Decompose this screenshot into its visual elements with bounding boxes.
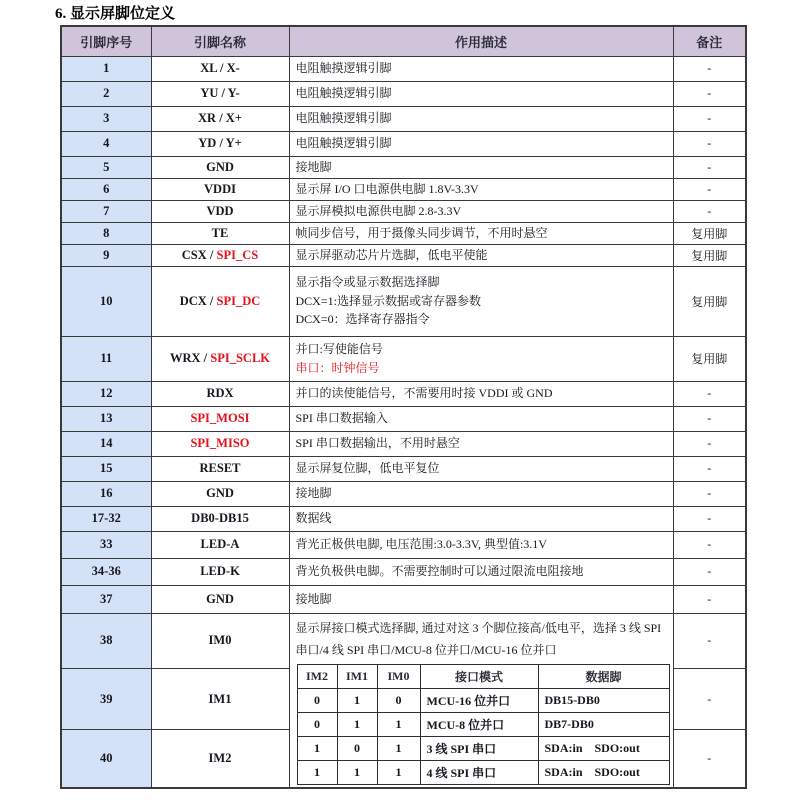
pin-number-cell: 7 — [61, 200, 151, 222]
pin-name-cell: GND — [151, 481, 289, 506]
pin-name-cell: RESET — [151, 456, 289, 481]
pin-name-black: CSX / — [181, 247, 217, 262]
pin-number-cell: 16 — [61, 481, 151, 506]
pin-name-cell: IM2 — [151, 730, 289, 788]
pin-number-cell: 38 — [61, 613, 151, 669]
table-row — [61, 381, 746, 406]
pin-number-cell: 9 — [61, 244, 151, 266]
pin-desc-cell: 显示屏模拟电源供电脚 2.8-3.3V — [289, 200, 673, 222]
pin-name-cell: SPI_MISO — [151, 431, 289, 456]
table-row — [61, 336, 746, 381]
pin-number-cell: 5 — [61, 156, 151, 178]
pin-desc-cell: 接地脚 — [289, 156, 673, 178]
pin-name-black: WRX / — [169, 351, 211, 365]
pin-desc-cell — [289, 266, 673, 336]
pin-desc-cell: 显示屏驱动芯片片选脚，低电平使能 — [289, 244, 673, 266]
pin-desc-cell — [289, 336, 673, 381]
pin-name-red: SPI_SCLK — [210, 351, 271, 365]
interface-mode-table — [297, 664, 670, 785]
pin-name-cell — [151, 244, 289, 266]
pin-desc-cell: 显示屏复位脚，低电平复位 — [289, 456, 673, 481]
pin-desc-cell: 接地脚 — [289, 481, 673, 506]
pin-desc-cell: 帧同步信号，用于摄像头同步调节，不用时悬空 — [289, 222, 673, 244]
data-pins-value: DB15-DB0 — [538, 688, 669, 712]
table-row — [61, 106, 746, 131]
im-col-header-im0: IM0 — [377, 664, 420, 688]
pin-note-cell: - — [673, 56, 746, 81]
im-col-header-mode: 接口模式 — [420, 664, 538, 688]
pin-name-black: DCX / — [179, 293, 217, 308]
pin-number-cell: 34-36 — [61, 558, 151, 585]
pin-name-cell: YU / Y- — [151, 81, 289, 106]
section-title: 6. 显示屏脚位定义 — [55, 6, 176, 22]
pin-name-cell: IM1 — [151, 669, 289, 730]
col-header-pin-name: 引脚名称 — [151, 26, 289, 56]
table-row — [61, 613, 746, 669]
pin-name-cell: GND — [151, 585, 289, 613]
table-row — [61, 156, 746, 178]
pin-number-cell: 39 — [61, 669, 151, 730]
pin-desc-cell: 背光负极供电脚。不需要控制时可以通过限流电阻接地 — [289, 558, 673, 585]
col-header-description: 作用描述 — [289, 26, 673, 56]
desc-line: DCX=0：选择寄存器指令 — [295, 312, 430, 327]
col-header-pin-number: 引脚序号 — [61, 26, 151, 56]
pin-name-cell: LED-A — [151, 531, 289, 558]
im0-value: 1 — [377, 760, 420, 784]
pin-name-red: SPI_CS — [216, 247, 259, 262]
pin-name-cell: VDDI — [151, 178, 289, 200]
pin-number-cell: 14 — [61, 431, 151, 456]
pin-number-cell: 13 — [61, 406, 151, 431]
im2-value: 0 — [297, 688, 337, 712]
im0-value: 1 — [377, 736, 420, 760]
pin-desc-cell: 电阻触摸逻辑引脚 — [289, 131, 673, 156]
table-row — [61, 531, 746, 558]
interface-mode-value: 4 线 SPI 串口 — [420, 760, 538, 784]
im2-value: 0 — [297, 712, 337, 736]
table-row — [61, 406, 746, 431]
pin-note-cell: - — [673, 613, 746, 669]
desc-line-red: 串口：时钟信号 — [295, 360, 380, 375]
im-col-header-im1: IM1 — [337, 664, 377, 688]
pin-number-cell: 12 — [61, 381, 151, 406]
pin-note-cell: - — [673, 131, 746, 156]
desc-line: 并口:写使能信号 — [295, 341, 383, 356]
pin-name-red: SPI_DC — [216, 293, 261, 308]
pin-note-cell: - — [673, 156, 746, 178]
pin-desc-cell: SPI 串口数据输出，不用时悬空 — [289, 431, 673, 456]
col-header-note: 备注 — [673, 26, 746, 56]
pin-name-cell: TE — [151, 222, 289, 244]
pin-number-cell: 4 — [61, 131, 151, 156]
pin-note-cell: - — [673, 456, 746, 481]
pin-name-cell — [151, 336, 289, 381]
pin-name-cell: LED-K — [151, 558, 289, 585]
pin-number-cell: 10 — [61, 266, 151, 336]
table-header-row — [61, 26, 746, 56]
pin-note-cell: - — [673, 406, 746, 431]
im-table-row — [297, 688, 669, 712]
pin-number-cell: 17-32 — [61, 506, 151, 531]
pin-name-cell: YD / Y+ — [151, 131, 289, 156]
pin-desc-cell: 电阻触摸逻辑引脚 — [289, 56, 673, 81]
im-table-row — [297, 736, 669, 760]
pin-number-cell: 37 — [61, 585, 151, 613]
table-row — [61, 131, 746, 156]
pin-desc-cell: 数据线 — [289, 506, 673, 531]
pin-note-cell: - — [673, 106, 746, 131]
pin-note-cell: - — [673, 381, 746, 406]
pin-number-cell: 3 — [61, 106, 151, 131]
pin-number-cell: 40 — [61, 730, 151, 788]
interface-mode-value: MCU-16 位并口 — [420, 688, 538, 712]
pin-desc-cell: 背光正极供电脚, 电压范围:3.0-3.3V, 典型值:3.1V — [289, 531, 673, 558]
interface-mode-intro: 显示屏接口模式选择脚, 通过对这 3 个脚位接高/低电平，选择 3 线 SPI 串口/4 线 SPI 串口/MCU-8 位并口/MCU-16 位并口 — [295, 620, 662, 657]
table-row — [61, 431, 746, 456]
im0-value: 0 — [377, 688, 420, 712]
pin-name-cell: XR / X+ — [151, 106, 289, 131]
pin-note-cell: - — [673, 81, 746, 106]
pin-note-cell: - — [673, 531, 746, 558]
im2-value: 1 — [297, 736, 337, 760]
im1-value: 1 — [337, 760, 377, 784]
desc-line: 显示指令或显示数据选择脚 — [295, 275, 440, 290]
pin-note-cell: - — [673, 431, 746, 456]
table-row — [61, 266, 746, 336]
interface-mode-value: MCU-8 位并口 — [420, 712, 538, 736]
pin-number-cell: 33 — [61, 531, 151, 558]
interface-mode-value: 3 线 SPI 串口 — [420, 736, 538, 760]
pin-desc-cell: 并口的读使能信号，不需要用时接 VDDI 或 GND — [289, 381, 673, 406]
im0-value: 1 — [377, 712, 420, 736]
pin-number-cell: 2 — [61, 81, 151, 106]
pin-note-cell: - — [673, 178, 746, 200]
im-col-header-im2: IM2 — [297, 664, 337, 688]
im1-value: 0 — [337, 736, 377, 760]
pin-desc-cell: 电阻触摸逻辑引脚 — [289, 106, 673, 131]
pin-note-cell: - — [673, 585, 746, 613]
pin-desc-cell: 电阻触摸逻辑引脚 — [289, 81, 673, 106]
im1-value: 1 — [337, 688, 377, 712]
pin-name-cell: RDX — [151, 381, 289, 406]
pin-name-cell: GND — [151, 156, 289, 178]
pin-note-cell: - — [673, 506, 746, 531]
pin-name-cell: DB0-DB15 — [151, 506, 289, 531]
pin-note-cell: - — [673, 200, 746, 222]
pin-definition-table — [60, 25, 747, 789]
pin-number-cell: 15 — [61, 456, 151, 481]
table-row — [61, 506, 746, 531]
pin-note-cell: 复用脚 — [673, 222, 746, 244]
pin-number-cell: 11 — [61, 336, 151, 381]
table-row — [61, 81, 746, 106]
pin-number-cell: 6 — [61, 178, 151, 200]
pin-name-cell: VDD — [151, 200, 289, 222]
table-row — [61, 481, 746, 506]
pin-number-cell: 8 — [61, 222, 151, 244]
table-row — [61, 222, 746, 244]
pin-name-cell — [151, 266, 289, 336]
table-row — [61, 200, 746, 222]
table-row — [61, 56, 746, 81]
data-pins-value: SDA:in SDO:out — [538, 736, 669, 760]
pin-desc-cell: 接地脚 — [289, 585, 673, 613]
interface-mode-desc-cell — [289, 613, 673, 788]
im-table-header-row — [297, 664, 669, 688]
im-table-row — [297, 760, 669, 784]
table-row — [61, 456, 746, 481]
table-row — [61, 558, 746, 585]
pin-name-cell: SPI_MOSI — [151, 406, 289, 431]
pin-note-cell: 复用脚 — [673, 266, 746, 336]
data-pins-value: DB7-DB0 — [538, 712, 669, 736]
im2-value: 1 — [297, 760, 337, 784]
im-col-header-datapins: 数据脚 — [538, 664, 669, 688]
table-row — [61, 244, 746, 266]
im-table-row — [297, 712, 669, 736]
pin-note-cell: - — [673, 669, 746, 730]
data-pins-value: SDA:in SDO:out — [538, 760, 669, 784]
pin-note-cell: - — [673, 730, 746, 788]
pin-desc-cell: 显示屏 I/O 口电源供电脚 1.8V-3.3V — [289, 178, 673, 200]
pin-note-cell: 复用脚 — [673, 244, 746, 266]
pin-note-cell: 复用脚 — [673, 336, 746, 381]
pin-note-cell: - — [673, 481, 746, 506]
table-row — [61, 178, 746, 200]
im1-value: 1 — [337, 712, 377, 736]
pin-number-cell: 1 — [61, 56, 151, 81]
table-row — [61, 585, 746, 613]
pin-desc-cell: SPI 串口数据输入 — [289, 406, 673, 431]
pin-name-cell: XL / X- — [151, 56, 289, 81]
pin-note-cell: - — [673, 558, 746, 585]
desc-line: DCX=1:选择显示数据或寄存器参数 — [295, 293, 481, 308]
pin-name-cell: IM0 — [151, 613, 289, 669]
